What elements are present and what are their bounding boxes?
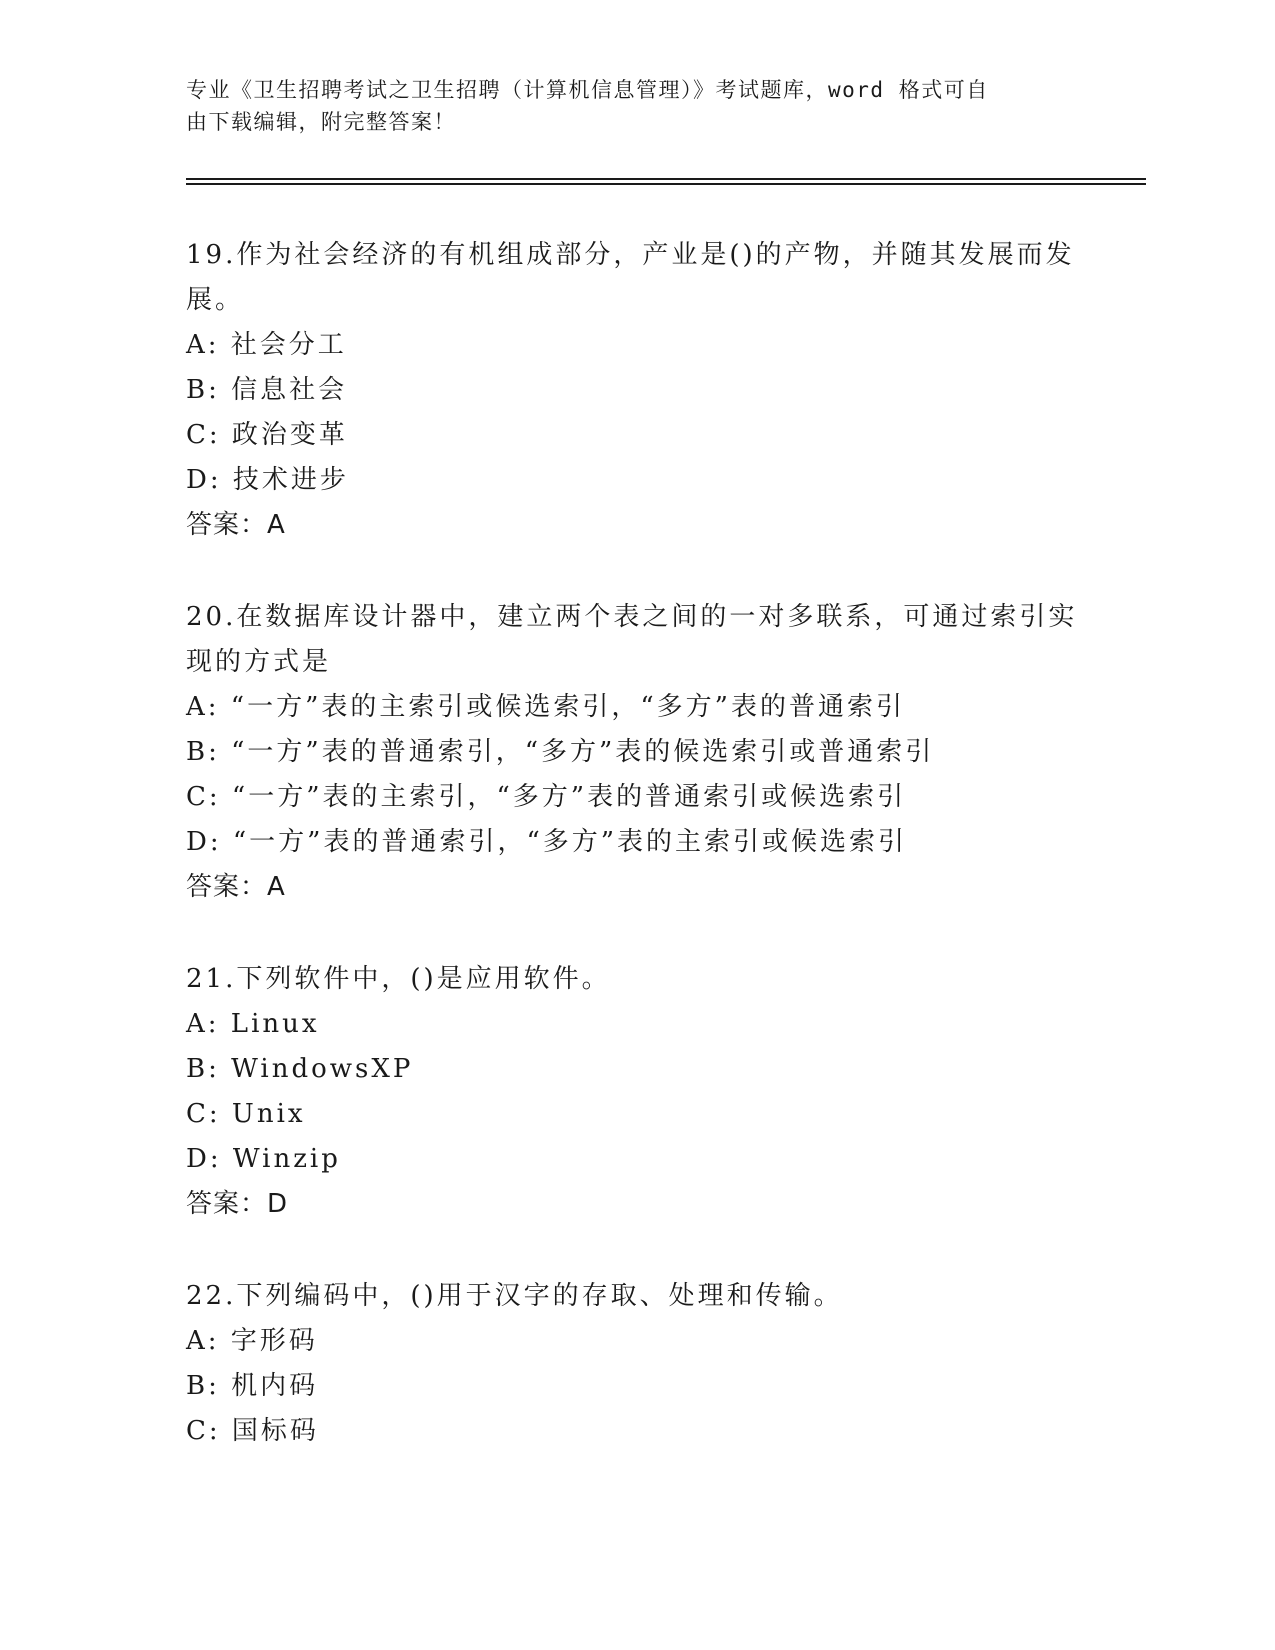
document-header [186,74,1066,138]
option-a: A: 字形码 [186,1326,318,1356]
question-22 [186,1274,1086,1454]
header-divider-bottom [186,183,1146,185]
option-a: A: Linux [186,1009,320,1039]
option-b: B: “一方”表的普通索引，“多方”表的候选索引或普通索引 [186,737,935,767]
header-line-1: 专业《卫生招聘考试之卫生招聘（计算机信息管理）》考试题库，word 格式可自 [186,78,989,102]
option-a: A: “一方”表的主索引或候选索引，“多方”表的普通索引 [186,692,905,722]
question-20 [186,595,1086,910]
question-21 [186,957,1086,1227]
option-b: B: 机内码 [186,1371,319,1401]
option-b: B: 信息社会 [186,375,348,405]
answer-line: 答案：D [186,1189,289,1219]
question-stem: 19.作为社会经济的有机组成部分，产业是()的产物，并随其发展而发展。 [186,240,1075,315]
question-19 [186,233,1086,548]
question-stem: 20.在数据库设计器中，建立两个表之间的一对多联系，可通过索引实现的方式是 [186,602,1078,677]
option-c: C: 政治变革 [186,420,348,450]
answer-line: 答案：A [186,510,286,540]
option-a: A: 社会分工 [186,330,347,360]
option-d: D: 技术进步 [186,465,349,495]
header-line-2: 由下载编辑，附完整答案！ [186,110,456,134]
option-d: D: Winzip [186,1144,341,1174]
option-c: C: 国标码 [186,1416,319,1446]
question-stem: 21.下列软件中，()是应用软件。 [186,964,611,994]
answer-line: 答案：A [186,872,286,902]
question-stem: 22.下列编码中，()用于汉字的存取、处理和传输。 [186,1281,843,1311]
option-b: B: WindowsXP [186,1054,414,1084]
option-c: C: “一方”表的主索引，“多方”表的普通索引或候选索引 [186,782,907,812]
option-d: D: “一方”表的普通索引，“多方”表的主索引或候选索引 [186,827,908,857]
header-divider-top [186,178,1146,180]
option-c: C: Unix [186,1099,306,1129]
